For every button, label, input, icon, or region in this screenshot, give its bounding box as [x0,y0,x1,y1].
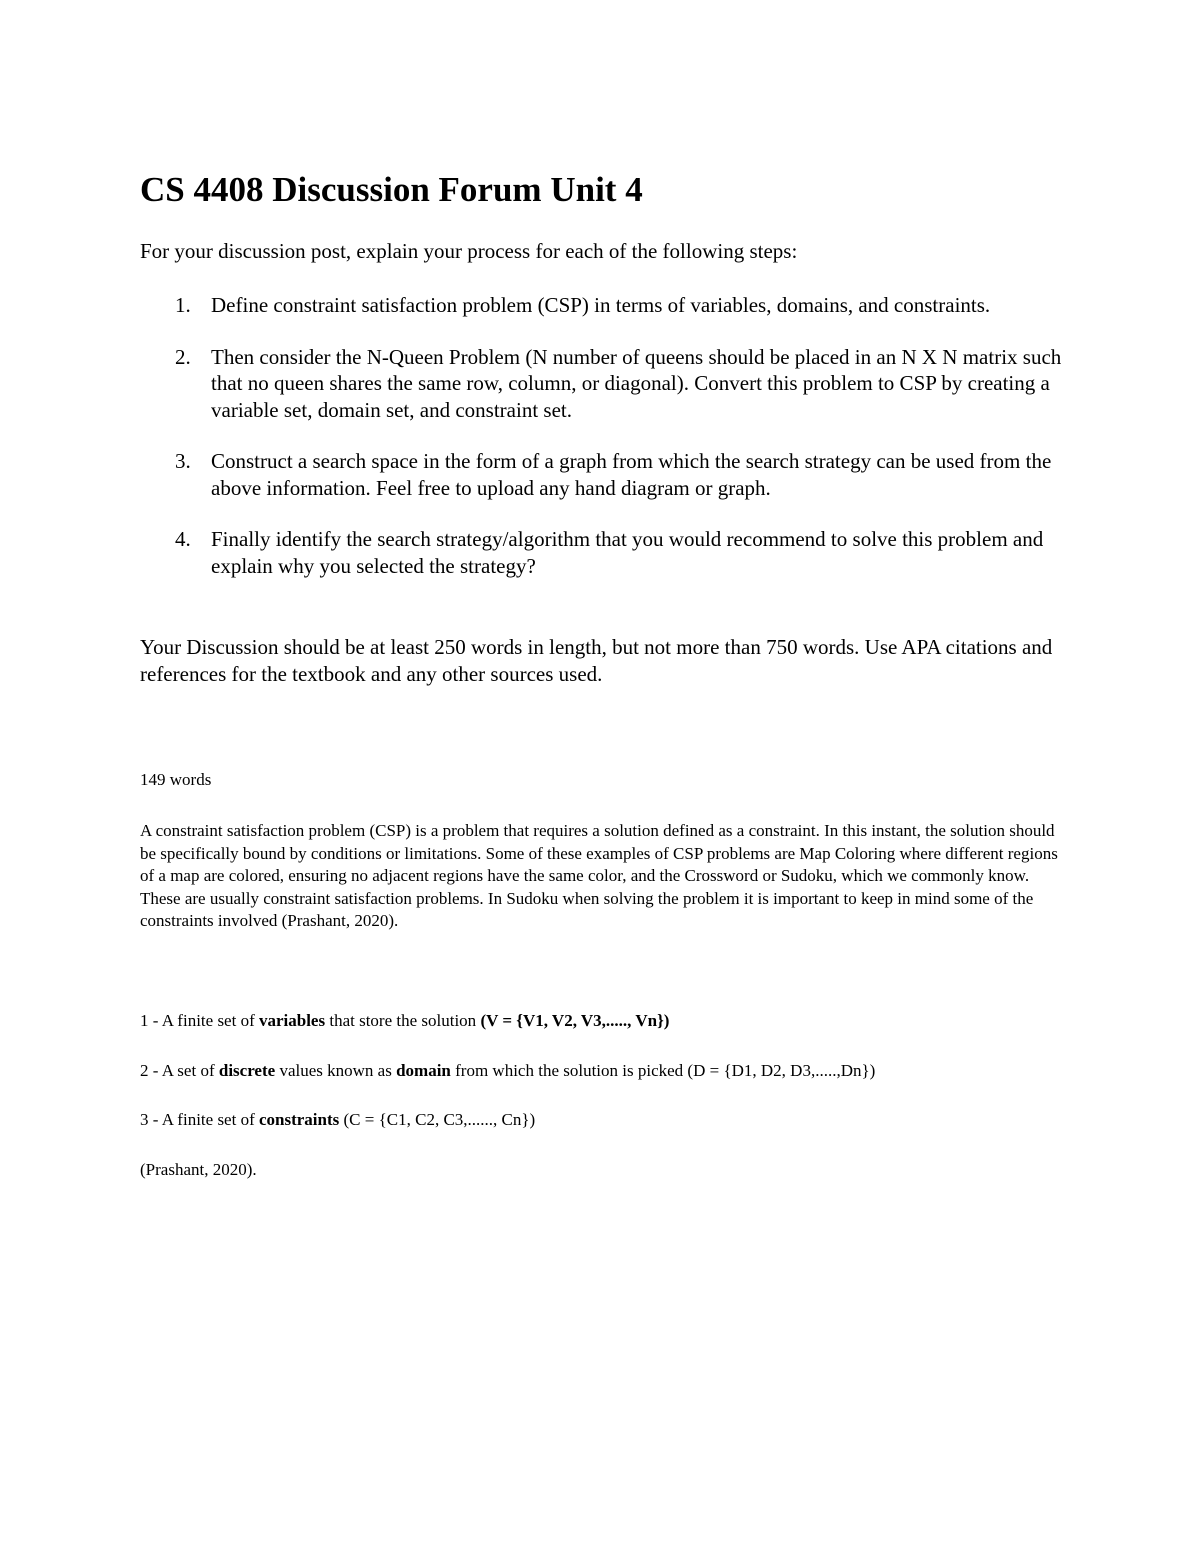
steps-list [140,292,1070,604]
step-text: Then consider the N-Queen Problem (N number of queens should be placed in an N X N matrix such that no queen shares the same row, column, or diagonal). Convert this problem to CSP by creating a variable set, domain set, and constraint set. [211,344,1062,422]
step-number: 4. [175,527,191,551]
answer-paragraph: A constraint satisfaction problem (CSP) is a problem that requires a solution defined as a constraint. In this instant, the solution should be specifically bound by conditions or limitations. Some of these examples of CSP problems are Map Coloring where different regions of a map are colored, ensuring no adjacent regions have the same color, and the Crossword or Sudoku, which we commonly know. These are usually constraint satisfaction problems. In Sudoku when solving the problem it is important to keep in mind some of the constraints involved (Prashant, 2020). [140,821,1058,930]
definition-keyword: constraints [258,1110,340,1129]
step-number: 3. [175,449,191,473]
definition-set-notation: (V = {V1, V2, V3,....., Vn}) [480,1011,670,1030]
list-item [140,526,1070,579]
document-title: CS 4408 Discussion Forum Unit 4 [140,170,643,209]
definition-text: values known as [275,1061,397,1080]
intro-text: For your discussion post, explain your process for each of the following steps: [140,239,798,263]
definition-variables [140,1010,669,1032]
definition-text: 3 - A finite set of [140,1110,259,1129]
definition-text: 1 - A finite set of [140,1011,259,1030]
requirement-text: Your Discussion should be at least 250 words in length, but not more than 750 words. Use APA citations and references for the textbook and any other sources used. [140,635,1053,686]
definition-keyword: domain [396,1061,451,1080]
definition-text: 2 - A set of [140,1061,219,1080]
list-item [140,448,1070,501]
definition-keyword: variables [258,1011,326,1030]
citation: (Prashant, 2020). [140,1160,257,1179]
word-count: 149 words [140,770,212,789]
definition-text: from which the solution is picked (D = {D1, D2, D3,.....,Dn}) [450,1061,876,1080]
list-item [140,292,1070,319]
definition-keyword: discrete [218,1061,276,1080]
definition-domain [140,1060,875,1082]
step-number: 2. [175,344,191,369]
definition-text: (C = {C1, C2, C3,......, Cn}) [339,1110,536,1129]
step-text: Define constraint satisfaction problem (CSP) in terms of variables, domains, and constraints. [211,293,991,317]
definition-constraints [140,1109,535,1131]
step-text: Finally identify the search strategy/algorithm that you would recommend to solve this problem and explain why you selected the strategy? [211,527,1044,578]
step-number: 1. [175,293,191,317]
list-item [140,344,1070,424]
step-text: Construct a search space in the form of a graph from which the search strategy can be used from the above information. Feel free to upload any hand diagram or graph. [211,449,1052,500]
definition-text: that store the solution [325,1011,481,1030]
